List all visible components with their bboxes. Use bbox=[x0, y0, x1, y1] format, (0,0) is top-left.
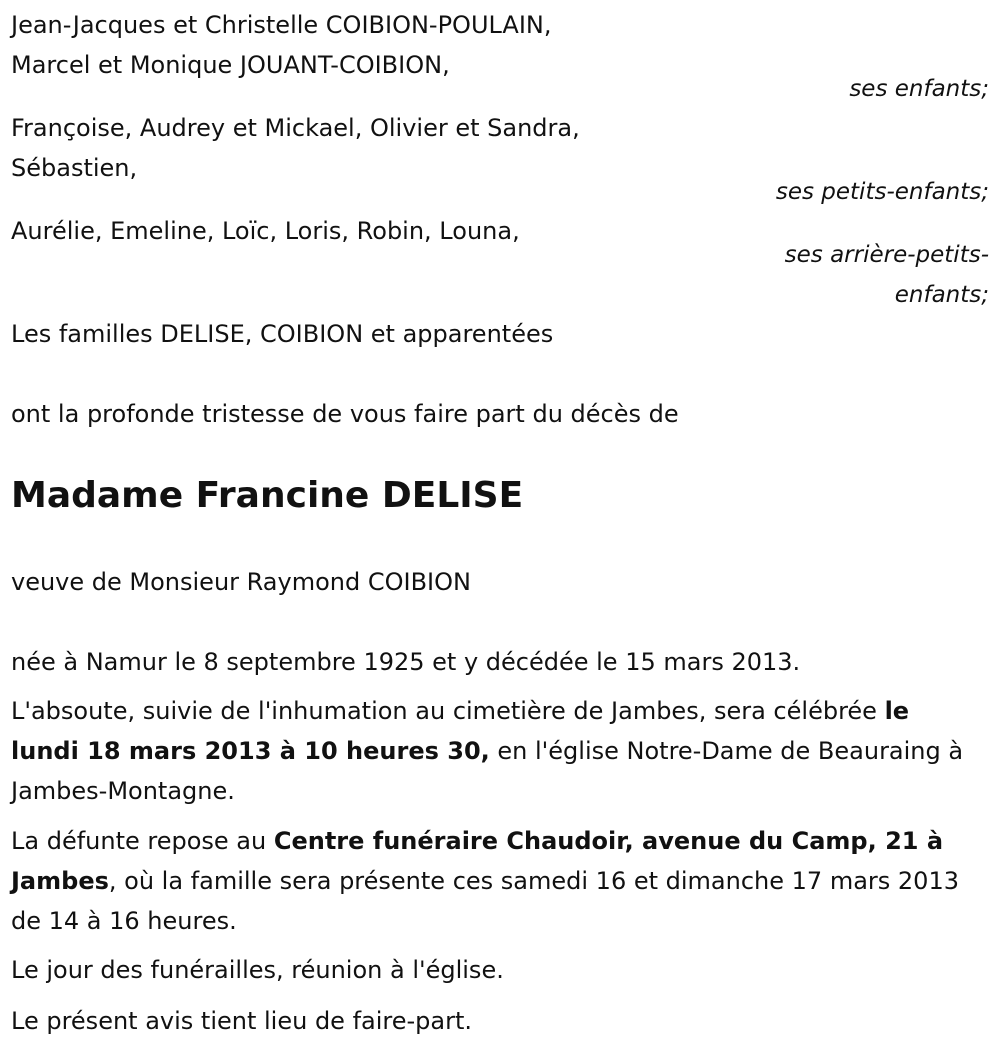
grandchildren-line-1: Françoise, Audrey et Mickael, Olivier et Sandra, bbox=[11, 114, 580, 142]
visitation-text-before: La défunte repose au bbox=[11, 827, 274, 855]
families-line: Les familles DELISE, COIBION et apparentées bbox=[11, 320, 554, 348]
ceremony-date: le lundi 18 mars 2013 à 10 heures 30, bbox=[11, 697, 910, 765]
visitation-paragraph bbox=[11, 821, 981, 941]
ceremony-text-after: en l'église Notre-Dame de Beauraing à Jambes-Montagne. bbox=[11, 737, 964, 805]
visitation-place: Centre funéraire Chaudoir, avenue du Camp, 21 à Jambes bbox=[11, 827, 944, 895]
grandchildren-line-2: Sébastien, bbox=[11, 154, 138, 182]
widow-of-text: veuve de Monsieur Raymond COIBION bbox=[11, 568, 471, 596]
funeral-meeting-text: Le jour des funérailles, réunion à l'église. bbox=[11, 956, 504, 984]
children-line-2: Marcel et Monique JOUANT-COIBION, bbox=[11, 51, 450, 79]
visitation-text-after: , où la famille sera présente ces samedi 16 et dimanche 17 mars 2013 de 14 à 16 heures. bbox=[11, 867, 959, 935]
grandchildren-relation: ses petits-enfants; bbox=[775, 179, 989, 205]
great-grandchildren-relation-1: ses arrière-petits- bbox=[784, 242, 989, 268]
children-line-1: Jean-Jacques et Christelle COIBION-POULAIN, bbox=[11, 11, 552, 39]
ceremony-paragraph bbox=[11, 691, 981, 811]
great-grandchildren-line: Aurélie, Emeline, Loïc, Loris, Robin, Louna, bbox=[11, 217, 520, 245]
ceremony-text-before: L'absoute, suivie de l'inhumation au cimetière de Jambes, sera célébrée bbox=[11, 697, 885, 725]
great-grandchildren-relation-2: enfants; bbox=[894, 282, 989, 308]
announcement-text: ont la profonde tristesse de vous faire part du décès de bbox=[11, 400, 679, 428]
closing-text: Le présent avis tient lieu de faire-part. bbox=[11, 1007, 473, 1035]
birth-death-text: née à Namur le 8 septembre 1925 et y décédée le 15 mars 2013. bbox=[11, 648, 801, 676]
children-relation: ses enfants; bbox=[849, 76, 989, 102]
deceased-name: Madame Francine DELISE bbox=[11, 475, 524, 516]
